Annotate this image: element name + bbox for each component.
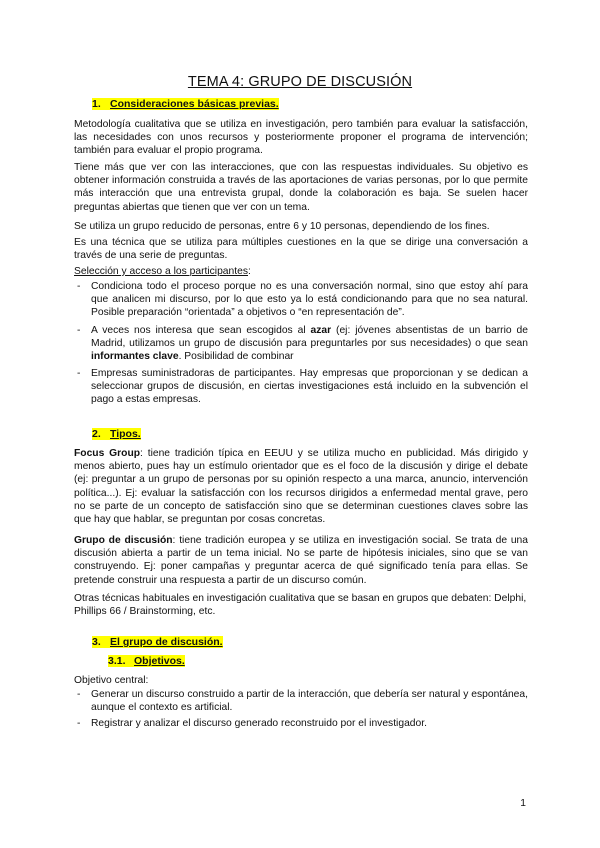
section-3-1-heading	[108, 655, 185, 667]
bullet-text-part: . Posibilidad de combinar	[178, 351, 294, 363]
bullet-bold-azar: azar	[310, 325, 332, 336]
bullet-dash: -	[77, 689, 81, 700]
bullet-text-part: A veces nos interesa que sean escogidos al	[91, 325, 311, 336]
section-2-title: Tipos.	[110, 428, 141, 440]
bullet-dash: -	[77, 281, 81, 292]
section-3-heading	[92, 636, 223, 648]
section-1-paragraph-4: Es una técnica que se utiliza para múltiples cuestiones en la que se dirige una conversación a través de una serie de preguntas.	[74, 237, 528, 262]
section-1-paragraph-3: Se utiliza un grupo reducido de personas, entre 6 y 10 personas, dependiendo de los fines.	[74, 221, 490, 232]
bullet-dash: -	[77, 325, 81, 336]
grupo-discusion-text: : tiene tradición europea y se utiliza en investigación social. Se trata de una discusión abierta a partir de un tema inicial. No se parte de hipótesis iniciales, sino que se van construyendo. Ej: poner campañas y preguntar acerca de qué significado tenía para ellas. Se pretende construir una respuesta a partir de un discurso común.	[74, 535, 529, 586]
participants-subheading-colon: :	[248, 266, 251, 277]
otras-tecnicas-paragraph: Otras técnicas habituales en investigación cualitativa que se basan en grupos que debaten: Delphi, Phillips 66 / Brainstorming, etc.	[74, 593, 527, 618]
section-1-number: 1.	[92, 98, 101, 110]
bullet-text	[91, 324, 528, 364]
bullet-text: Generar un discurso construido a partir de la interacción, que debería ser natural y espontánea, aunque el contexto es artificial.	[91, 689, 528, 714]
section-3-number: 3.	[92, 636, 101, 648]
participants-bullet-1	[74, 280, 528, 320]
objetivo-central-label: Objetivo central:	[74, 675, 149, 686]
focus-group-text: : tiene tradición típica en EEUU y se utiliza mucho en publicidad. Más dirigido y menos abierto, pues hay un estímulo orientador que es el foco de la discusión y dirige el debate (ej: preguntar a un grupo de personas por su opinión respecto a una marca, anuncio, intervención política...). Ej: evaluar la satisfacción con los recursos dirigidos a enfermedad mental grave, pero no se parte de un concepto de satisfacción sino que se determinan cuestiones claves sobre las que hay que hablar, se preguntan por cosas concretas.	[74, 448, 528, 526]
participants-bullet-3	[74, 367, 528, 407]
bullet-text: Condiciona todo el proceso porque no es una conversación normal, sino que estoy ahí para que analicen mi discurso, por lo que esto ya lo está condicionando para que no sea natural. Posible preparación “orientada” a objetivos o “en representación de”.	[91, 281, 528, 319]
section-1-heading	[92, 98, 279, 110]
objetivo-bullet-2	[74, 717, 528, 730]
bullet-text: Empresas suministradoras de participantes. Hay empresas que proporcionan y se dedican a seleccionar grupos de discusión, en ciertas investigaciones está incluido en la subvención el pago a estas empresas.	[91, 368, 528, 406]
bullet-dash: -	[77, 368, 81, 379]
participants-subheading	[74, 265, 528, 278]
section-3-1-title: Objetivos.	[134, 655, 185, 667]
section-1-paragraph-2: Tiene más que ver con las interacciones, que con las respuestas individuales. Su objetivo es obtener información construida a través de las aportaciones de varias personas, por lo que permite más interacción que una entrevista grupal, donde la colaboración es baja. Se suelen hacer preguntas abiertas que tienen que ver con un tema.	[74, 162, 528, 213]
participants-bullet-2	[74, 324, 528, 364]
bullet-dash: -	[77, 718, 81, 729]
section-3-1-number: 3.1.	[108, 655, 126, 667]
participants-subheading-text: Selección y acceso a los participantes	[74, 266, 248, 277]
section-1-paragraph-1: Metodología cualitativa que se utiliza en investigación, pero también para evaluar la satisfacción, las necesidades con unos recursos y posteriormente proponer el programa de intervención; también para evaluar el propio programa.	[74, 119, 528, 157]
page-title: TEMA 4: GRUPO DE DISCUSIÓN	[187, 74, 413, 90]
section-3-title: El grupo de discusión.	[110, 636, 223, 648]
section-1-title: Consideraciones básicas previas.	[110, 98, 279, 110]
bullet-text-part: (ej: jóvenes absentistas de un barrio de Madrid, utilizamos un grupo de discusión para preguntarles por sus necesidades) o que sean	[91, 325, 528, 350]
page-number: 1	[520, 798, 526, 809]
section-2-number: 2.	[92, 428, 101, 440]
grupo-discusion-label: Grupo de discusión	[74, 535, 173, 546]
bullet-bold-informantes: informantes clave	[91, 351, 179, 363]
objetivo-bullet-1	[74, 688, 528, 714]
focus-group-label: Focus Group	[74, 448, 141, 459]
grupo-discusion-paragraph	[74, 534, 528, 587]
section-2-heading	[92, 428, 141, 440]
focus-group-paragraph	[74, 447, 528, 526]
bullet-text: Registrar y analizar el discurso generado reconstruido por el investigador.	[91, 718, 427, 729]
